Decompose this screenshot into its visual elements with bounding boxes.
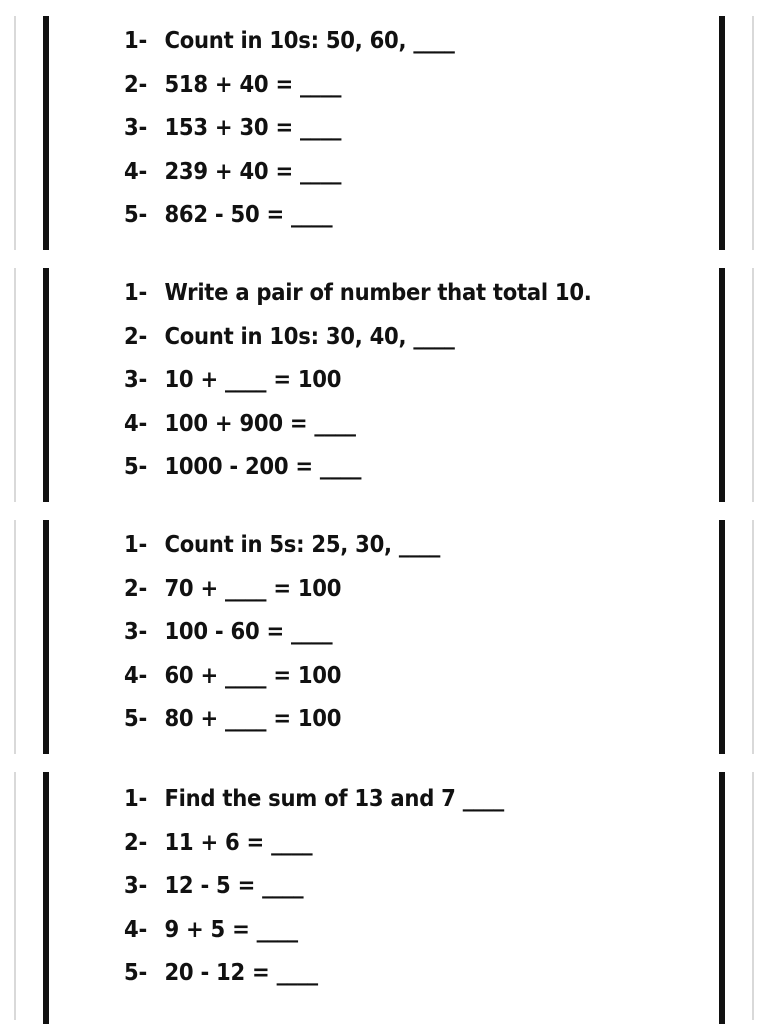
- question-text: 100 + 900 = ____: [164, 410, 356, 437]
- question-item: [124, 151, 455, 195]
- question-number: 2-: [124, 829, 147, 856]
- question-number: 4-: [124, 158, 147, 185]
- question-number: 4-: [124, 662, 147, 689]
- question-item: [124, 359, 592, 403]
- worksheet-section-3: [0, 504, 768, 756]
- question-text: Find the sum of 13 and 7 ____: [164, 786, 504, 812]
- question-number: 2-: [124, 575, 147, 602]
- question-number: 3-: [124, 367, 147, 393]
- right-border-line: [719, 520, 725, 754]
- question-item: [124, 909, 504, 953]
- question-number: 3-: [124, 873, 147, 899]
- left-border-line: [43, 520, 49, 754]
- question-item: [124, 822, 504, 866]
- left-border-line: [43, 268, 49, 502]
- question-number: 5-: [124, 960, 147, 986]
- question-text: 239 + 40 = ____: [164, 158, 342, 185]
- question-number: 3-: [124, 619, 147, 645]
- question-text: 80 + ____ = 100: [164, 706, 342, 732]
- worksheet-section-2: [0, 252, 768, 504]
- question-number: 1-: [124, 28, 147, 54]
- left-faint-line: [14, 772, 16, 1020]
- question-text: Count in 10s: 30, 40, ____: [164, 323, 455, 350]
- left-faint-line: [14, 268, 16, 502]
- question-list: [124, 20, 483, 238]
- left-border-line: [43, 16, 49, 250]
- question-text: 12 - 5 = ____: [164, 873, 304, 899]
- question-item: [124, 107, 455, 151]
- right-border-line: [719, 16, 725, 250]
- right-border-line: [719, 772, 725, 1024]
- question-item: [124, 194, 455, 238]
- question-item: [124, 20, 455, 64]
- right-border-line: [719, 268, 725, 502]
- question-text: 70 + ____ = 100: [164, 575, 342, 602]
- question-number: 5-: [124, 706, 147, 732]
- question-item: [124, 316, 592, 360]
- question-number: 5-: [124, 202, 147, 228]
- question-number: 5-: [124, 454, 147, 480]
- question-number: 2-: [124, 71, 147, 98]
- question-item: [124, 64, 455, 108]
- question-text: 100 - 60 = ____: [164, 619, 333, 645]
- worksheet-section-1: [0, 0, 768, 252]
- question-item: [124, 778, 504, 822]
- right-faint-line: [752, 520, 754, 754]
- worksheet-section-4: [0, 756, 768, 1024]
- question-text: Count in 5s: 25, 30, ____: [164, 532, 441, 558]
- question-text: 9 + 5 = ____: [164, 916, 298, 943]
- question-item: [124, 568, 440, 612]
- question-text: 153 + 30 = ____: [164, 115, 342, 141]
- question-item: [124, 446, 592, 490]
- question-list: [124, 524, 468, 742]
- question-item: [124, 272, 592, 316]
- question-text: 60 + ____ = 100: [164, 662, 342, 689]
- question-text: 862 - 50 = ____: [164, 202, 333, 228]
- right-faint-line: [752, 16, 754, 250]
- question-text: 20 - 12 = ____: [164, 960, 318, 986]
- question-number: 4-: [124, 916, 147, 943]
- right-faint-line: [752, 268, 754, 502]
- question-list: [124, 272, 632, 490]
- question-list: [124, 778, 537, 996]
- question-number: 2-: [124, 323, 147, 350]
- question-number: 4-: [124, 410, 147, 437]
- question-item: [124, 403, 592, 447]
- question-number: 1-: [124, 532, 147, 558]
- question-item: [124, 698, 440, 742]
- question-number: 3-: [124, 115, 147, 141]
- left-faint-line: [14, 520, 16, 754]
- question-number: 1-: [124, 280, 147, 306]
- question-item: [124, 655, 440, 699]
- question-text: 518 + 40 = ____: [164, 71, 342, 98]
- left-faint-line: [14, 16, 16, 250]
- question-item: [124, 611, 440, 655]
- right-faint-line: [752, 772, 754, 1020]
- question-item: [124, 952, 504, 996]
- question-item: [124, 865, 504, 909]
- question-text: 10 + ____ = 100: [164, 367, 342, 393]
- question-item: [124, 524, 440, 568]
- question-text: 1000 - 200 = ____: [164, 454, 362, 480]
- question-text: Count in 10s: 50, 60, ____: [164, 28, 455, 54]
- question-number: 1-: [124, 786, 147, 812]
- question-text: Write a pair of number that total 10.: [164, 280, 592, 306]
- question-text: 11 + 6 = ____: [164, 829, 313, 856]
- left-border-line: [43, 772, 49, 1024]
